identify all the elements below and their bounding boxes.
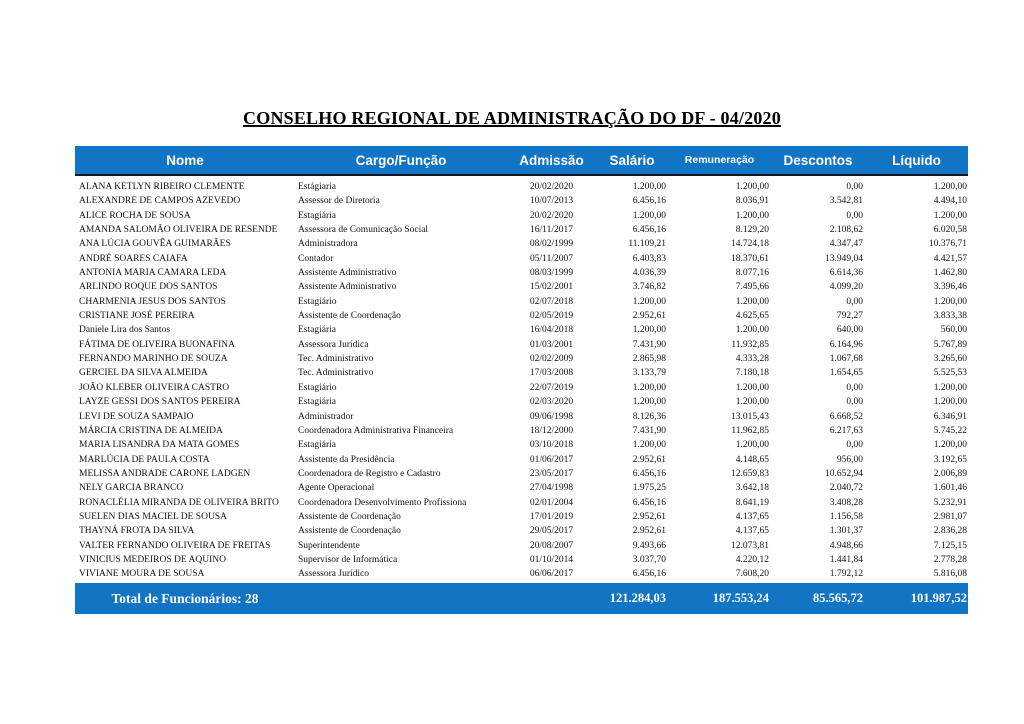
cell-admissao: 18/12/2000 [529,425,574,436]
cell-salario: 2.952,61 [632,311,666,322]
table-row [75,524,968,538]
cell-admissao: 20/02/2020 [529,210,574,221]
cell-liquido: 6.020,58 [933,225,967,236]
table-row [75,252,968,266]
cell-remuneracao: 1.200,00 [735,440,769,451]
cell-remuneracao: 4.333,28 [735,354,769,365]
cell-salario: 2.865,98 [632,354,666,365]
cell-salario: 2.952,61 [632,454,666,465]
table-row [75,180,968,194]
cell-remuneracao: 4.137,65 [735,526,769,537]
cell-admissao: 08/03/1999 [529,268,574,279]
cell-descontos: 0,00 [846,182,863,192]
cell-liquido: 3.265,60 [933,354,967,365]
cell-nome: MARLÚCIA DE PAULA COSTA [79,454,210,465]
cell-liquido: 5.767,89 [933,339,967,350]
cell-liquido: 560,00 [940,325,967,336]
cell-nome: ALICE ROCHA DE SOUSA [79,210,191,221]
cell-descontos: 792,27 [836,311,863,322]
table-row [75,553,968,567]
cell-salario: 3.037,70 [632,554,666,565]
cell-salario: 6.456,16 [632,569,666,580]
cell-liquido: 2.836,28 [933,526,967,537]
cell-cargo: Assessora Jurídica [298,339,369,350]
column-header-admissao: Admissão [519,152,584,168]
cell-nome: ANA LÚCIA GOUVÊA GUIMARÃES [79,239,231,250]
cell-cargo: Estagiária [298,440,336,451]
cell-remuneracao: 1.200,00 [735,397,769,408]
cell-salario: 6.456,16 [632,225,666,236]
cell-liquido: 5.525,53 [933,368,967,379]
cell-liquido: 1.200,00 [933,397,967,408]
cell-cargo: Superintendente [298,540,360,551]
cell-remuneracao: 8.129,20 [735,225,769,236]
cell-descontos: 4.099,20 [829,282,863,293]
cell-nome: ARLINDO ROQUE DOS SANTOS [79,282,218,293]
cell-cargo: Assistente de Coordenação [298,526,401,537]
cell-salario: 1.200,00 [632,440,666,451]
cell-admissao: 22/07/2019 [529,382,574,393]
cell-admissao: 06/06/2017 [529,569,574,580]
cell-remuneracao: 12.073,81 [731,540,769,551]
cell-liquido: 10.376,71 [929,239,967,250]
cell-admissao: 03/10/2018 [529,440,574,451]
cell-nome: VINICIUS MEDEIROS DE AQUINO [79,554,226,565]
column-header-cargo: Cargo/Função [355,152,447,168]
cell-admissao: 27/04/1998 [529,483,574,494]
table-row [75,338,968,352]
cell-descontos: 1.792,12 [829,569,863,580]
cell-cargo: Assistente Administrativo [298,282,397,293]
table-header-row [75,146,968,176]
cell-liquido: 3.192,65 [933,454,967,465]
table-row [75,438,968,452]
cell-nome: FÁTIMA DE OLIVEIRA BUONAFINA [79,339,235,350]
cell-admissao: 02/01/2004 [529,497,574,508]
cell-descontos: 1.441,84 [829,554,863,565]
cell-nome: CRISTIANE JOSÉ PEREIRA [79,311,195,322]
cell-cargo: Administradora [298,239,358,250]
total-liquido: 101.987,52 [910,591,967,605]
cell-admissao: 29/05/2017 [529,526,574,537]
cell-salario: 7.431,90 [632,425,666,436]
cell-salario: 1.200,00 [632,325,666,336]
table-total-row [75,583,968,614]
cell-nome: ANDRÉ SOARES CAIAFA [79,253,188,264]
total-descontos: 85.565,72 [813,591,863,605]
cell-liquido: 4.421,57 [933,253,967,264]
cell-descontos: 6.164,96 [829,339,863,350]
cell-descontos: 4.347,47 [829,239,863,250]
cell-cargo: Tec. Administrativo [298,354,374,365]
cell-remuneracao: 12.659,83 [731,468,769,479]
cell-descontos: 640,00 [836,325,863,336]
cell-liquido: 1.601,46 [933,483,967,494]
cell-admissao: 16/04/2018 [529,325,574,336]
cell-cargo: Estágiaria [298,182,336,192]
cell-cargo: Assessora Jurídico [298,569,369,580]
cell-remuneracao: 4.220,12 [735,554,769,565]
cell-descontos: 0,00 [846,296,863,307]
cell-admissao: 02/02/2009 [529,354,574,365]
table-row [75,395,968,409]
cell-cargo: Assistente Administrativo [298,268,397,279]
cell-cargo: Assessor de Diretoria [298,196,380,207]
cell-descontos: 3.408,28 [829,497,863,508]
cell-remuneracao: 13.015,43 [731,411,769,422]
table-row [75,410,968,424]
cell-liquido: 2.006,89 [933,468,967,479]
cell-remuneracao: 14.724,18 [731,239,769,250]
cell-salario: 7.431,90 [632,339,666,350]
cell-salario: 6.403,83 [632,253,666,264]
cell-cargo: Estagiária [298,325,336,336]
table-row [75,424,968,438]
cell-cargo: Supervisor de Informática [298,554,398,565]
cell-cargo: Estagiária [298,397,336,408]
table-row [75,223,968,237]
cell-admissao: 15/02/2001 [529,282,574,293]
table-body [75,180,968,582]
cell-remuneracao: 1.200,00 [735,210,769,221]
cell-descontos: 1.301,37 [829,526,863,537]
cell-remuneracao: 4.148,65 [735,454,769,465]
cell-liquido: 5.816,08 [933,569,967,580]
cell-salario: 11.109,21 [628,239,666,250]
table-row [75,453,968,467]
table-row [75,280,968,294]
cell-remuneracao: 4.137,65 [735,511,769,522]
cell-nome: FERNANDO MARINHO DE SOUZA [79,354,228,365]
column-header-remuneracao: Remuneração [684,154,755,166]
cell-nome: ALEXANDRE DE CAMPOS AZEVEDO [79,196,241,207]
cell-remuneracao: 7.180,18 [735,368,769,379]
cell-remuneracao: 8.077,16 [735,268,769,279]
cell-cargo: Assistente de Coordenação [298,311,401,322]
cell-nome: MELISSA ANDRADE CARONE LADGEN [79,468,251,479]
table-row [75,309,968,323]
cell-cargo: Coordenadora Desenvolvimento Profissiona [298,497,467,508]
cell-descontos: 2.040,72 [829,483,863,494]
cell-liquido: 1.200,00 [933,182,967,192]
cell-admissao: 23/05/2017 [529,468,574,479]
cell-descontos: 956,00 [836,454,863,465]
cell-admissao: 01/06/2017 [529,454,574,465]
cell-nome: VALTER FERNANDO OLIVEIRA DE FREITAS [79,540,271,551]
cell-liquido: 1.200,00 [933,296,967,307]
cell-nome: AMANDA SALOMÃO OLIVEIRA DE RESENDE [79,225,278,236]
cell-salario: 1.975,25 [632,483,666,494]
cell-admissao: 08/02/1999 [529,239,574,250]
cell-cargo: Tec. Administrativo [298,368,374,379]
table-row [75,352,968,366]
cell-remuneracao: 3.642,18 [735,483,769,494]
cell-nome: RONACLÉLIA MIRANDA DE OLIVEIRA BRITO [79,497,279,508]
cell-cargo: Estagiário [298,296,337,307]
table-row [75,194,968,208]
cell-admissao: 17/03/2008 [529,368,574,379]
cell-nome: LEVI DE SOUZA SAMPAIO [79,411,194,422]
cell-cargo: Estagiário [298,382,337,393]
cell-liquido: 3.833,38 [933,311,967,322]
cell-salario: 2.952,61 [632,511,666,522]
cell-descontos: 3.542,81 [829,196,863,207]
cell-admissao: 01/10/2014 [529,554,574,565]
cell-admissao: 02/07/2018 [529,296,574,307]
cell-nome: VIVIANE MOURA DE SOUSA [79,569,205,580]
cell-salario: 8.126,36 [632,411,666,422]
cell-remuneracao: 8.036,91 [735,196,769,207]
cell-remuneracao: 4.625,65 [735,311,769,322]
cell-cargo: Assessora de Comunicação Social [298,225,429,236]
cell-liquido: 5.745,22 [933,425,967,436]
cell-salario: 4.036,39 [632,268,666,279]
cell-salario: 1.200,00 [632,182,666,192]
table-row [75,496,968,510]
cell-cargo: Assistente da Presidência [298,454,395,465]
table-row [75,510,968,524]
cell-descontos: 6.217,63 [829,425,863,436]
cell-remuneracao: 18.370,61 [731,253,769,264]
table-row [75,366,968,380]
cell-descontos: 0,00 [846,440,863,451]
total-employees-label: Total de Funcionários: 28 [111,590,259,606]
cell-liquido: 6.346,91 [933,411,967,422]
cell-nome: ALANA KETLYN RIBEIRO CLEMENTE [79,182,245,192]
cell-descontos: 1.067,68 [829,354,863,365]
cell-cargo: Contador [298,253,334,264]
cell-admissao: 16/11/2017 [530,225,573,236]
cell-descontos: 0,00 [846,397,863,408]
cell-nome: MÁRCIA CRISTINA DE ALMEIDA [79,425,223,436]
cell-admissao: 05/11/2007 [530,253,573,264]
cell-nome: SUELEN DIAS MACIEL DE SOUSA [79,511,227,522]
cell-admissao: 02/03/2020 [529,397,574,408]
cell-remuneracao: 8.641,19 [735,497,769,508]
table-row [75,295,968,309]
cell-cargo: Coordenadora Administrativa Financeira [298,425,454,436]
table-row [75,237,968,251]
cell-cargo: Estagiária [298,210,336,221]
cell-liquido: 2.778,28 [933,554,967,565]
cell-liquido: 2.981,07 [933,511,967,522]
cell-descontos: 6.668,52 [829,411,863,422]
table-row [75,467,968,481]
cell-descontos: 6.614,36 [829,268,863,279]
cell-remuneracao: 7.608,20 [735,569,769,580]
column-header-descontos: Descontos [783,152,853,168]
cell-nome: CHARMENIA JESUS DOS SANTOS [79,296,226,307]
cell-liquido: 4.494,10 [933,196,967,207]
cell-admissao: 20/02/2020 [529,182,574,192]
cell-liquido: 1.462,80 [933,268,967,279]
column-header-nome: Nome [166,152,204,168]
cell-liquido: 7.125,15 [933,540,967,551]
cell-liquido: 3.396,46 [933,282,967,293]
cell-admissao: 17/01/2019 [529,511,574,522]
cell-nome: JOÃO KLEBER OLIVEIRA CASTRO [79,382,230,393]
cell-liquido: 5.232,91 [933,497,967,508]
cell-descontos: 0,00 [846,210,863,221]
cell-salario: 3.746,82 [632,282,666,293]
cell-nome: THAYNÁ FROTA DA SILVA [79,526,195,537]
cell-cargo: Administrador [298,411,354,422]
cell-remuneracao: 1.200,00 [735,382,769,393]
cell-admissao: 02/05/2019 [529,311,574,322]
cell-admissao: 09/06/1998 [529,411,574,422]
table-row [75,481,968,495]
table-row [75,381,968,395]
cell-descontos: 4.948,66 [829,540,863,551]
page-title: CONSELHO REGIONAL DE ADMINISTRAÇÃO DO DF - 04/2020 [243,108,781,128]
cell-salario: 6.456,16 [632,497,666,508]
table-row [75,567,968,581]
total-remuneracao: 187.553,24 [712,591,769,605]
cell-descontos: 0,00 [846,382,863,393]
cell-nome: LAYZE GESSI DOS SANTOS PEREIRA [79,397,241,408]
cell-liquido: 1.200,00 [933,440,967,451]
table-row [75,539,968,553]
table-row [75,323,968,337]
cell-admissao: 10/07/2013 [529,196,574,207]
cell-nome: ANTONIA MARIA CAMARA LEDA [79,268,227,279]
cell-nome: Daniele Lira dos Santos [79,325,171,336]
cell-nome: MARIA LISANDRA DA MATA GOMES [79,440,240,451]
table-row [75,266,968,280]
cell-salario: 1.200,00 [632,382,666,393]
cell-salario: 6.456,16 [632,196,666,207]
cell-admissao: 01/03/2001 [529,339,574,350]
cell-descontos: 1.156,58 [829,511,863,522]
cell-cargo: Agente Operacional [298,483,375,494]
cell-nome: GERCIEL DA SILVA ALMEIDA [79,368,208,379]
column-header-salario: Salário [609,152,655,168]
cell-salario: 6.456,16 [632,468,666,479]
cell-salario: 3.133,79 [632,368,666,379]
total-salario: 121.284,03 [609,591,666,605]
cell-salario: 1.200,00 [632,210,666,221]
cell-descontos: 2.108,62 [829,225,863,236]
cell-remuneracao: 1.200,00 [735,325,769,336]
cell-remuneracao: 1.200,00 [735,182,769,192]
cell-descontos: 1.654,65 [829,368,863,379]
cell-liquido: 1.200,00 [933,382,967,393]
cell-salario: 1.200,00 [632,397,666,408]
table-row [75,209,968,223]
cell-cargo: Coordenadora de Registro e Cadastro [298,468,441,479]
cell-descontos: 10.652,94 [825,468,863,479]
cell-descontos: 13.949,04 [825,253,863,264]
cell-cargo: Assistente de Coordenação [298,511,401,522]
cell-liquido: 1.200,00 [933,210,967,221]
cell-salario: 1.200,00 [632,296,666,307]
cell-salario: 2.952,61 [632,526,666,537]
cell-remuneracao: 1.200,00 [735,296,769,307]
cell-admissao: 20/08/2007 [529,540,574,551]
cell-salario: 9.493,66 [632,540,666,551]
cell-remuneracao: 7.495,66 [735,282,769,293]
cell-nome: NELY GARCIA BRANCO [79,483,184,494]
column-header-liquido: Líquido [892,152,941,168]
cell-remuneracao: 11.962,85 [731,425,769,436]
cell-remuneracao: 11.932,85 [731,339,769,350]
